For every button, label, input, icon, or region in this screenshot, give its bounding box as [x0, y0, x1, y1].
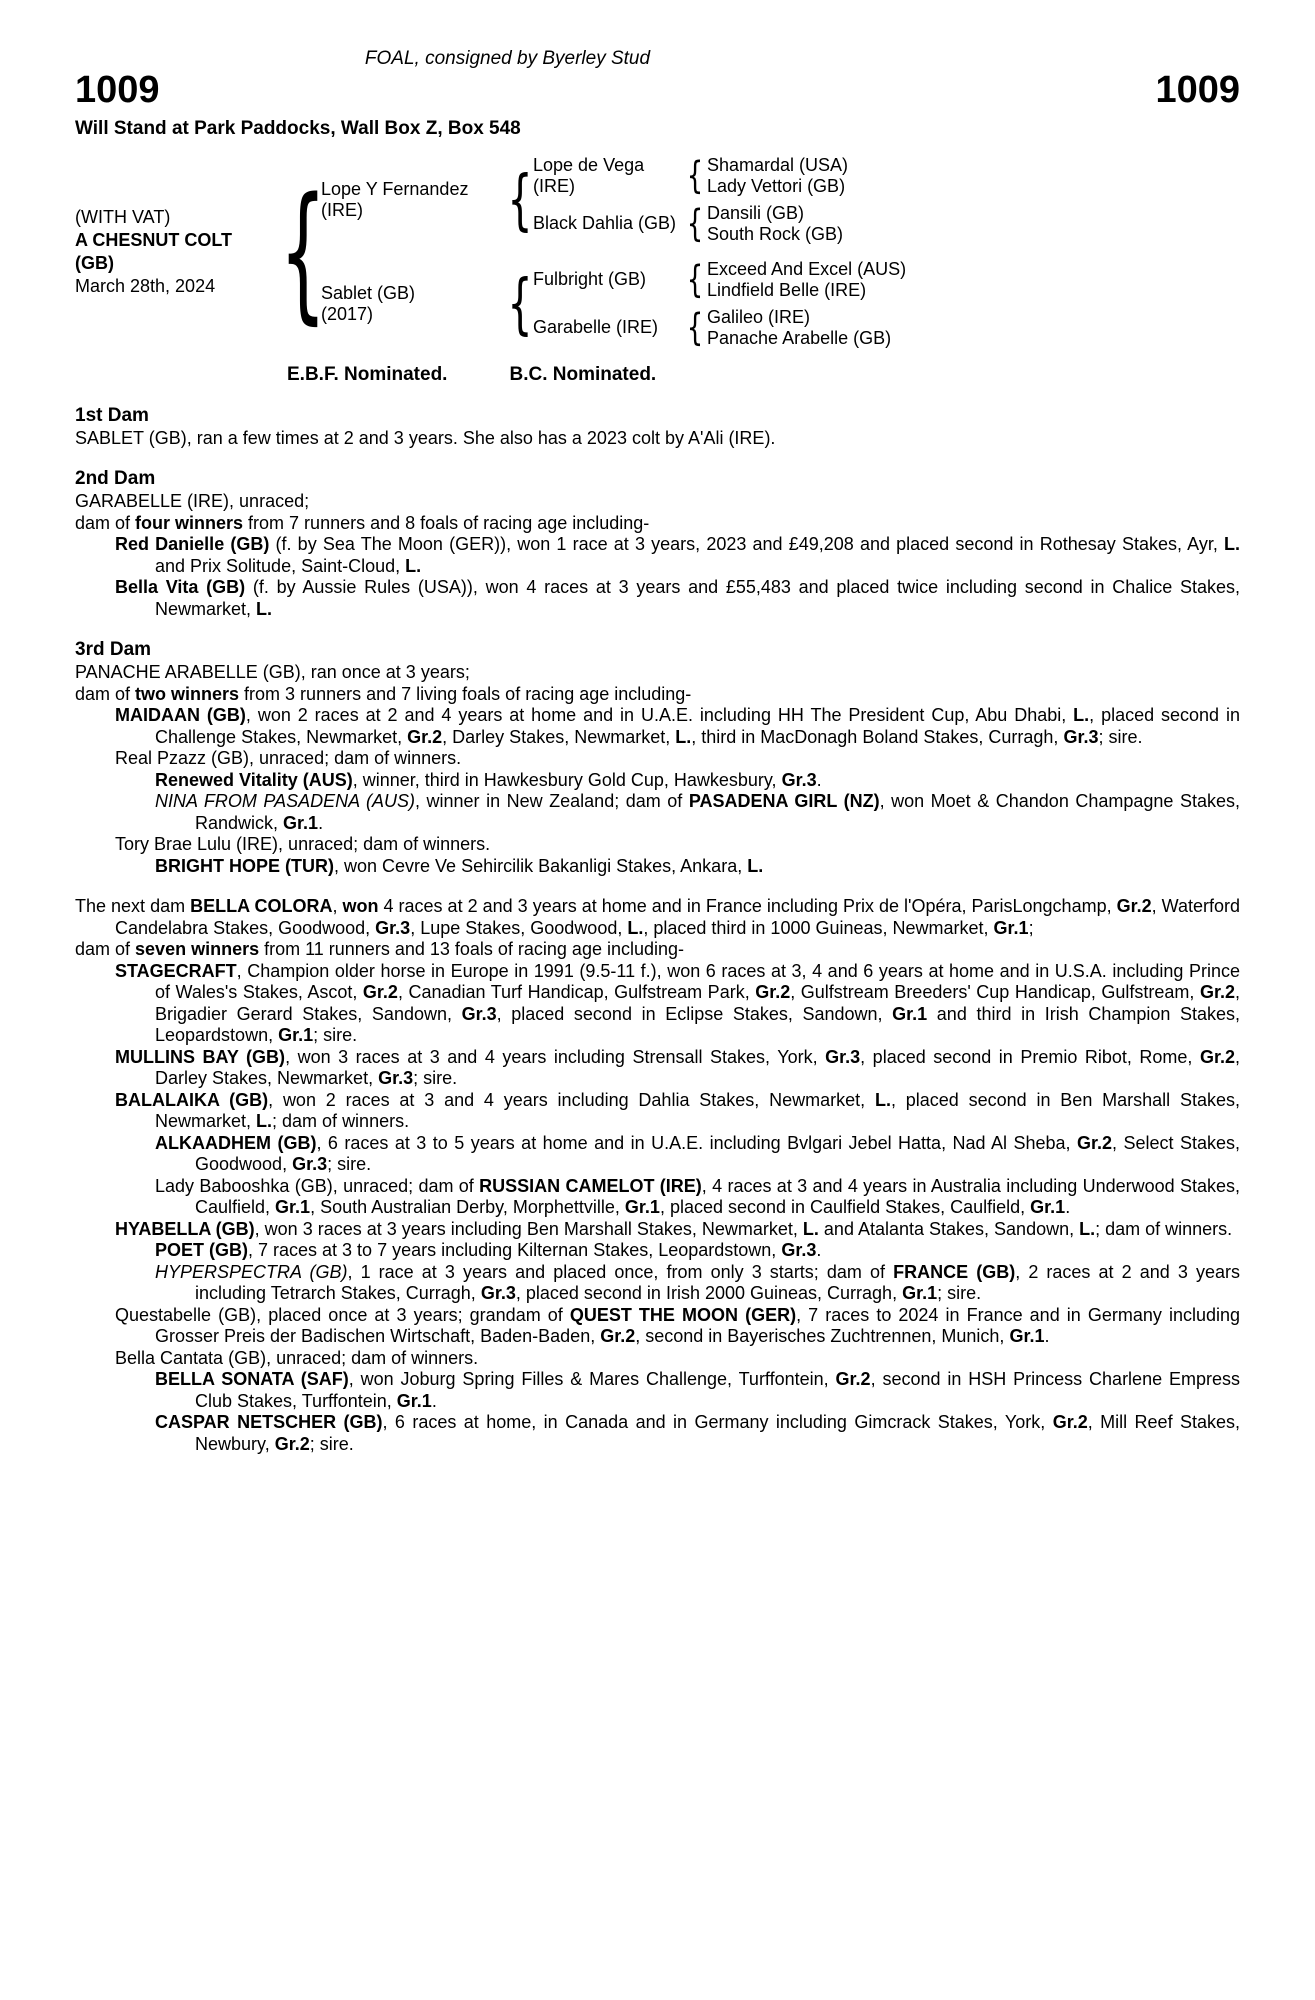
emphasis-run: L.: [747, 855, 764, 876]
brace-icon: {: [686, 306, 704, 350]
emphasis-run: ALKAADHEM (GB): [155, 1132, 317, 1153]
catalogue-paragraph: [75, 1369, 1240, 1412]
emphasis-run: Gr.3: [825, 1046, 861, 1067]
catalogue-paragraph: [75, 1219, 1240, 1241]
catalogue-paragraph: [75, 1305, 1240, 1348]
dam-dam-line1: Garabelle (IRE): [533, 317, 659, 338]
foal-description-line1: A CHESNUT COLT: [75, 229, 232, 250]
text-run: ; sire.: [937, 1283, 982, 1304]
emphasis-run: Gr.1: [624, 1197, 660, 1218]
emphasis-run: L.: [1073, 705, 1090, 726]
text-run: dam of: [75, 683, 136, 704]
text-run: (f. by Sea The Moon (GER)), won 1 race at 3 years, 2023 and £49,208 and placed second in Rothesay Stakes, Ayr,: [269, 534, 1224, 555]
text-run: .: [1065, 1197, 1071, 1218]
emphasis-run: MULLINS BAY (GB): [115, 1046, 286, 1067]
emphasis-run: L.: [256, 598, 273, 619]
catalogue-body: [75, 405, 1240, 1456]
emphasis-run: Gr.1: [902, 1283, 938, 1304]
brace-icon: {: [507, 160, 533, 238]
text-run: , Select Stakes, Goodwood,: [195, 1132, 1240, 1175]
text-run: , Brigadier Gerard Stakes, Sandown,: [155, 982, 1240, 1024]
text-run: Lady Babooshka (GB), unraced; dam of: [155, 1175, 480, 1196]
emphasis-run: Gr.2: [1116, 896, 1152, 917]
text-run: SABLET (GB), ran a few times at 2 and 3 years. She also has a 2023 colt by A'Ali (IRE).: [75, 427, 776, 448]
great-grandparent-pair: [707, 203, 843, 245]
emphasis-run: Bella Vita (GB): [115, 577, 246, 598]
text-run: ;: [1028, 917, 1034, 938]
emphasis-run: won: [342, 896, 379, 917]
great-granddam-name: Lindfield Belle (IRE): [707, 279, 867, 300]
dam-name-line1: Sablet (GB): [321, 282, 416, 303]
text-run: .: [318, 812, 324, 833]
text-run: ,: [332, 896, 343, 917]
text-run: from 7 runners and 8 foals of racing age including-: [243, 512, 650, 533]
text-run: , Darley Stakes, Newmarket,: [155, 1046, 1241, 1089]
text-run: , 1 race at 3 years and placed once, from only 3 starts; dam of: [347, 1261, 894, 1282]
emphasis-run: Gr.3: [781, 769, 817, 790]
text-run: The next dam: [75, 896, 191, 917]
sire-branch: [321, 152, 906, 248]
text-run: , Darley Stakes, Newmarket,: [442, 726, 676, 747]
dam-section: [75, 468, 1240, 620]
catalogue-paragraph: [75, 961, 1240, 1047]
emphasis-run: NINA FROM PASADENA (AUS): [155, 791, 415, 812]
text-run: (f. by Aussie Rules (USA)), won 4 races at 3 years and £55,483 and placed twice including second in Chalice Stakes, Newmarket,: [155, 577, 1240, 619]
text-run: and Prix Solitude, Saint-Cloud,: [155, 555, 406, 576]
sire-sire-line1: Lope de Vega: [533, 154, 645, 175]
sire-sire-line2: (IRE): [533, 175, 575, 196]
text-run: 4 races at 2 and 3 years at home and in France including Prix de l'Opéra, ParisLongchamp,: [378, 896, 1117, 917]
catalogue-paragraph: [75, 770, 1240, 792]
catalogue-paragraph: [75, 491, 1240, 513]
text-run: , won Joburg Spring Filles & Mares Challenge, Turffontein,: [348, 1369, 836, 1390]
text-run: , Gulfstream Breeders' Cup Handicap, Gulfstream,: [790, 982, 1200, 1003]
emphasis-run: four winners: [135, 512, 244, 533]
sire-dam-line1: Black Dahlia (GB): [533, 213, 677, 234]
great-granddam-name: Lady Vettori (GB): [707, 175, 846, 196]
lot-number-left: 1009: [75, 69, 160, 111]
text-run: , placed second in Eclipse Stakes, Sandown,: [496, 1003, 893, 1024]
text-run: , won 2 races at 2 and 4 years at home and in U.A.E. including HH The President Cup, Abu Dhabi,: [245, 705, 1074, 726]
dam-section: [75, 405, 1240, 450]
text-run: ; sire.: [1098, 726, 1143, 747]
emphasis-run: PASADENA GIRL (NZ): [688, 791, 880, 812]
brace-icon: {: [686, 154, 704, 198]
grandparent-row: [533, 155, 848, 197]
catalogue-paragraph: [75, 748, 1240, 770]
catalogue-paragraph: [75, 1240, 1240, 1262]
text-run: , placed third in 1000 Guineas, Newmarket,: [643, 917, 994, 938]
text-run: Real Pzazz (GB), unraced; dam of winners.: [115, 748, 462, 769]
emphasis-run: CASPAR NETSCHER (GB): [155, 1412, 383, 1433]
sire-sire-name: [533, 155, 683, 197]
emphasis-run: L.: [627, 917, 644, 938]
emphasis-run: Gr.1: [1030, 1197, 1066, 1218]
catalogue-paragraph: [75, 705, 1240, 748]
dam-grandparents: [533, 256, 906, 352]
catalogue-paragraph: [75, 1133, 1240, 1176]
sire-dam-name: [533, 213, 683, 234]
emphasis-run: Gr.3: [781, 1240, 817, 1261]
emphasis-run: Gr.2: [755, 982, 791, 1003]
text-run: .: [1044, 1326, 1050, 1347]
emphasis-run: POET (GB): [155, 1240, 248, 1261]
emphasis-run: Gr.1: [283, 812, 319, 833]
pedigree-table: [75, 148, 1240, 356]
emphasis-run: MAIDAAN (GB): [115, 705, 246, 726]
emphasis-run: Gr.2: [407, 726, 443, 747]
section-heading: 2nd Dam: [75, 468, 156, 490]
emphasis-run: BALALAIKA (GB): [115, 1089, 269, 1110]
emphasis-run: BELLA SONATA (SAF): [155, 1369, 349, 1390]
text-run: dam of: [75, 939, 136, 960]
text-run: , Lupe Stakes, Goodwood,: [410, 917, 628, 938]
grandparent-row: [533, 307, 906, 349]
emphasis-run: Gr.3: [461, 1003, 497, 1024]
text-run: Tory Brae Lulu (IRE), unraced; dam of winners.: [115, 834, 491, 855]
emphasis-run: BELLA COLORA: [190, 896, 333, 917]
text-run: from 11 runners and 13 foals of racing age including-: [259, 939, 685, 960]
dam-section: [75, 896, 1240, 1455]
text-run: , placed second in Caulfield Stakes, Caulfield,: [659, 1197, 1031, 1218]
brace-icon: {: [686, 202, 704, 246]
sire-name: [321, 179, 507, 221]
emphasis-run: Gr.2: [1076, 1132, 1113, 1153]
sire-name-line1: Lope Y Fernandez: [321, 178, 469, 199]
great-grandsire-name: Dansili (GB): [707, 202, 805, 223]
catalogue-paragraph: [75, 1176, 1240, 1219]
catalogue-paragraph: [75, 428, 1240, 450]
catalogue-paragraph: [75, 1047, 1240, 1090]
emphasis-run: Renewed Vitality (AUS): [155, 769, 353, 790]
grandparent-row: [533, 259, 906, 301]
catalogue-paragraph: [75, 684, 1240, 706]
nominations: [75, 364, 1240, 386]
emphasis-run: L.: [675, 726, 692, 747]
catalogue-paragraph: [75, 791, 1240, 834]
text-run: and third in Irish Champion Stakes, Leopardstown,: [155, 1003, 1241, 1046]
catalogue-paragraph: [75, 1262, 1240, 1305]
text-run: .: [816, 1240, 822, 1261]
text-run: , 4 races at 3 and 4 years in Australia including Underwood Stakes, Caulfield,: [195, 1175, 1241, 1218]
section-heading: 3rd Dam: [75, 639, 152, 661]
emphasis-run: Red Danielle (GB): [115, 534, 270, 555]
emphasis-run: L.: [405, 555, 422, 576]
dam-sire-name: [533, 269, 683, 290]
grandparent-row: [533, 203, 848, 245]
emphasis-run: L.: [256, 1111, 273, 1132]
great-grandparent-pair: [707, 259, 906, 301]
text-run: , third in MacDonagh Boland Stakes, Curragh,: [691, 726, 1064, 747]
catalogue-paragraph: [75, 1090, 1240, 1133]
emphasis-run: Gr.1: [1009, 1326, 1045, 1347]
text-run: GARABELLE (IRE), unraced;: [75, 491, 310, 512]
lot-number-row: [75, 70, 1240, 112]
sire-grandparents: [533, 152, 848, 248]
text-run: , 2 races at 2 and 3 years including Tetrarch Stakes, Curragh,: [195, 1261, 1240, 1304]
emphasis-run: BRIGHT HOPE (TUR): [155, 855, 334, 876]
text-run: , Mill Reef Stakes, Newbury,: [195, 1412, 1241, 1454]
emphasis-run: L.: [1224, 534, 1240, 555]
text-run: .: [816, 769, 822, 790]
catalogue-paragraph: [75, 834, 1240, 856]
text-run: dam of: [75, 512, 136, 533]
great-grandsire-name: Exceed And Excel (AUS): [707, 258, 907, 279]
emphasis-run: FRANCE (GB): [893, 1261, 1016, 1282]
text-run: , Canadian Turf Handicap, Gulfstream Park,: [397, 982, 756, 1003]
text-run: , won Cevre Ve Sehircilik Bakanligi Stakes, Ankara,: [334, 855, 748, 876]
text-run: , winner, third in Hawkesbury Gold Cup, Hawkesbury,: [352, 769, 782, 790]
dam-sire-line1: Fulbright (GB): [533, 269, 647, 290]
brace-icon: {: [279, 165, 327, 338]
text-run: , placed second in Challenge Stakes, Newmarket,: [155, 705, 1240, 747]
emphasis-run: Gr.2: [600, 1326, 636, 1347]
text-run: .: [431, 1390, 437, 1411]
emphasis-run: L.: [802, 1218, 819, 1239]
catalogue-paragraph: [75, 896, 1240, 939]
foal-date: March 28th, 2024: [75, 275, 216, 296]
text-run: PANACHE ARABELLE (GB), ran once at 3 years;: [75, 662, 470, 683]
text-run: , Waterford Candelabra Stakes, Goodwood,: [115, 896, 1241, 938]
emphasis-run: Gr.1: [396, 1390, 432, 1411]
emphasis-run: Gr.3: [378, 1068, 414, 1089]
emphasis-run: RUSSIAN CAMELOT (IRE): [479, 1175, 702, 1196]
text-run: , winner in New Zealand; dam of: [414, 791, 689, 812]
dam-name-line2: (2017): [321, 303, 374, 324]
emphasis-run: L.: [1079, 1218, 1096, 1239]
catalogue-paragraph: [75, 1412, 1240, 1455]
emphasis-run: Gr.2: [1052, 1412, 1088, 1433]
foal-details: [75, 206, 285, 298]
great-grandparent-pair: [707, 307, 891, 349]
text-run: , placed second in Premio Ribot, Rome,: [860, 1046, 1200, 1067]
text-run: , second in Bayerisches Zuchtrennen, Munich,: [635, 1326, 1010, 1347]
emphasis-run: Gr.3: [292, 1154, 328, 1175]
emphasis-run: Gr.3: [375, 917, 411, 938]
emphasis-run: HYABELLA (GB): [115, 1218, 255, 1239]
emphasis-run: Gr.2: [362, 982, 398, 1003]
text-run: , placed second in Ben Marshall Stakes, Newmarket,: [155, 1089, 1240, 1132]
text-run: , won 3 races at 3 years including Ben Marshall Stakes, Newmarket,: [254, 1218, 803, 1239]
great-grandsire-name: Galileo (IRE): [707, 306, 811, 327]
foal-description-line2: (GB): [75, 252, 114, 273]
emphasis-run: HYPERSPECTRA (GB): [155, 1261, 348, 1282]
emphasis-run: Gr.2: [1199, 982, 1235, 1003]
emphasis-run: Gr.2: [1199, 1046, 1235, 1067]
emphasis-run: Gr.3: [1063, 726, 1099, 747]
catalogue-paragraph: [75, 939, 1240, 961]
text-run: , 7 races to 2024 in France and in Germany including Grosser Preis der Badischen Wirtschaft, Baden-Baden,: [155, 1304, 1240, 1347]
text-run: , placed second in Irish 2000 Guineas, Curragh,: [515, 1283, 903, 1304]
emphasis-run: Gr.1: [892, 1003, 928, 1024]
catalogue-paragraph: [75, 534, 1240, 577]
brace-icon: {: [686, 258, 704, 302]
text-run: ; dam of winners.: [1095, 1218, 1233, 1239]
stand-location: Will Stand at Park Paddocks, Wall Box Z, Box 548: [75, 117, 521, 139]
text-run: , 6 races at 3 to 5 years at home and in U.A.E. including Bvlgari Jebel Hatta, Nad Al Sheba,: [316, 1132, 1077, 1153]
dam-dam-name: [533, 317, 683, 338]
text-run: ; sire.: [327, 1154, 372, 1175]
brace-icon: {: [507, 264, 533, 342]
text-run: ; dam of winners.: [272, 1111, 410, 1132]
pedigree-branches: [321, 148, 906, 356]
dam-section: [75, 639, 1240, 877]
vat-note: (WITH VAT): [75, 206, 171, 227]
emphasis-run: Gr.2: [835, 1369, 871, 1390]
text-run: , won 3 races at 3 and 4 years including Strensall Stakes, York,: [285, 1046, 826, 1067]
text-run: , 6 races at home, in Canada and in Germany including Gimcrack Stakes, York,: [382, 1412, 1053, 1433]
catalogue-paragraph: [75, 662, 1240, 684]
text-run: , won 2 races at 3 and 4 years including Dahlia Stakes, Newmarket,: [268, 1089, 875, 1110]
bc-nomination: B.C. Nominated.: [509, 363, 657, 385]
emphasis-run: STAGECRAFT: [115, 960, 237, 981]
sire-name-line2: (IRE): [321, 199, 363, 220]
foal-description: [75, 229, 265, 275]
great-grandparent-pair: [707, 155, 848, 197]
ebf-nomination: E.B.F. Nominated.: [287, 363, 448, 385]
text-run: , second in HSH Princess Charlene Empress Club Stakes, Turffontein,: [195, 1369, 1240, 1411]
emphasis-run: Gr.1: [275, 1197, 311, 1218]
great-granddam-name: Panache Arabelle (GB): [707, 327, 892, 348]
lot-number-right: 1009: [1155, 69, 1240, 111]
emphasis-run: Gr.1: [278, 1025, 314, 1046]
text-run: , won Moet & Chandon Champagne Stakes, Randwick,: [195, 791, 1240, 833]
emphasis-run: seven winners: [135, 939, 260, 960]
emphasis-run: L.: [874, 1089, 891, 1110]
text-run: ; sire.: [313, 1025, 358, 1046]
emphasis-run: Gr.2: [274, 1433, 310, 1454]
text-run: , 7 races at 3 to 7 years including Kilternan Stakes, Leopardstown,: [248, 1240, 782, 1261]
dam-branch: [321, 256, 906, 352]
text-run: Bella Cantata (GB), unraced; dam of winners.: [115, 1347, 479, 1368]
emphasis-run: QUEST THE MOON (GER): [569, 1304, 797, 1325]
text-run: and Atalanta Stakes, Sandown,: [818, 1218, 1080, 1239]
text-run: Questabelle (GB), placed once at 3 years; grandam of: [115, 1304, 570, 1325]
emphasis-run: Gr.3: [480, 1283, 516, 1304]
catalogue-paragraph: [75, 513, 1240, 535]
catalogue-paragraph: [75, 1348, 1240, 1370]
emphasis-run: two winners: [135, 683, 240, 704]
section-heading: 1st Dam: [75, 404, 149, 426]
great-grandsire-name: Shamardal (USA): [707, 154, 849, 175]
catalogue-paragraph: [75, 856, 1240, 878]
text-run: , South Australian Derby, Morphettville,: [310, 1197, 625, 1218]
catalogue-paragraph: [75, 577, 1240, 620]
great-granddam-name: South Rock (GB): [707, 223, 844, 244]
text-run: from 3 runners and 7 living foals of racing age including-: [239, 683, 692, 704]
emphasis-run: Gr.1: [993, 917, 1029, 938]
text-run: , Champion older horse in Europe in 1991 (9.5-11 f.), won 6 races at 3, 4 and 6 years at home and in U.S.A. including Prince of Wales's Stakes, Ascot,: [155, 960, 1240, 1003]
consignor-line: FOAL, consigned by Byerley Stud: [364, 48, 651, 69]
text-run: ; sire.: [309, 1433, 354, 1454]
text-run: ; sire.: [413, 1068, 458, 1089]
dam-name: [321, 283, 507, 325]
